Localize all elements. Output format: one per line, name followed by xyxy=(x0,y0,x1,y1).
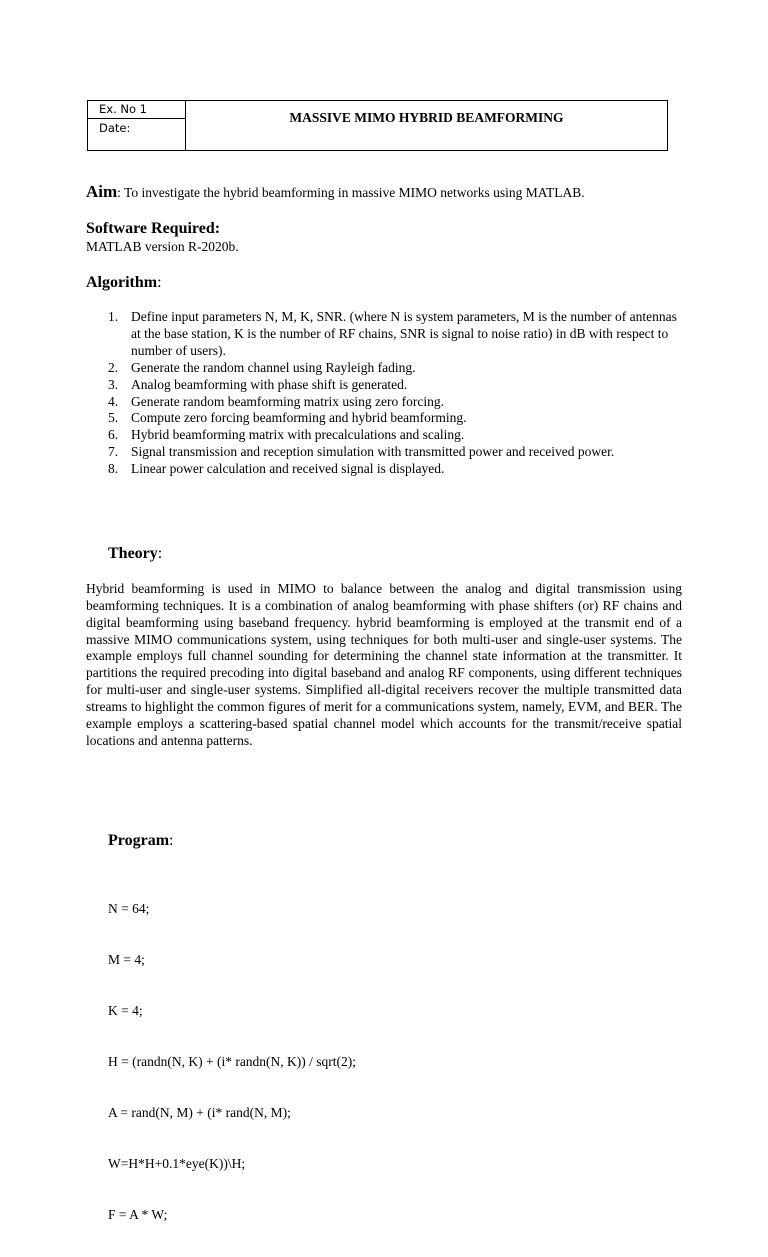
step-number: 1. xyxy=(108,309,119,324)
program-heading-label: Program xyxy=(108,832,170,849)
step-number: 5. xyxy=(108,410,119,426)
program-heading: Program: xyxy=(108,832,174,849)
algorithm-step xyxy=(86,427,686,444)
step-text: Compute zero forcing beamforming and hybrid beamforming. xyxy=(131,410,467,426)
step-text: Linear power calculation and received signal is displayed. xyxy=(131,461,445,477)
exercise-number: Ex. No 1 xyxy=(88,101,185,119)
step-text: Analog beamforming with phase shift is generated. xyxy=(131,376,408,392)
theory-heading: Theory: xyxy=(108,545,163,562)
algorithm-step xyxy=(86,394,686,411)
algorithm-heading: Algorithm: xyxy=(86,274,162,291)
software-text: MATLAB version R-2020b. xyxy=(86,239,239,254)
algorithm-steps-list xyxy=(86,309,686,478)
algorithm-heading-label: Algorithm xyxy=(86,274,158,291)
step-number: 4. xyxy=(108,393,119,409)
step-number: 3. xyxy=(108,376,119,392)
code-line: W=H*H+0.1*eye(K))\H; xyxy=(108,1156,246,1171)
date-label: Date: xyxy=(99,121,131,135)
exercise-header-table xyxy=(87,100,668,151)
algorithm-step xyxy=(86,461,686,478)
algorithm-step xyxy=(86,410,686,427)
code-line: K = 4; xyxy=(108,1003,143,1018)
step-text: Generate the random channel using Rayleigh fading. xyxy=(131,359,416,375)
code-line: H = (randn(N, K) + (i* randn(N, K)) / sqrt(2); xyxy=(108,1054,357,1069)
code-line: F = A * W; xyxy=(108,1207,168,1222)
program-code xyxy=(108,866,356,1257)
code-line: A = rand(N, M) + (i* rand(N, M); xyxy=(108,1105,291,1120)
theory-heading-label: Theory xyxy=(108,545,158,562)
step-text: Signal transmission and reception simulation with transmitted power and received power. xyxy=(131,444,615,460)
code-line: M = 4; xyxy=(108,952,145,967)
exercise-title: MASSIVE MIMO HYBRID BEAMFORMING xyxy=(289,110,564,125)
step-text: Hybrid beamforming matrix with precalculations and scaling. xyxy=(131,427,465,443)
step-number: 2. xyxy=(108,359,119,375)
algorithm-step xyxy=(86,377,686,394)
step-number: 7. xyxy=(108,444,119,460)
step-number: 8. xyxy=(108,461,119,477)
aim-text: : To investigate the hybrid beamforming in massive MIMO networks using MATLAB. xyxy=(117,185,585,200)
code-line: N = 64; xyxy=(108,901,150,916)
header-left-column xyxy=(88,101,186,150)
software-heading: Software Required: xyxy=(86,220,221,237)
aim-label: Aim xyxy=(86,182,118,201)
aim-section xyxy=(86,181,585,204)
algorithm-step xyxy=(86,309,686,360)
step-text: Define input parameters N, M, K, SNR. (where N is system parameters, M is the number of antennas at the base station, K is the number of RF chains, SNR is signal to noise ratio) in dB with respect to number of users). xyxy=(131,309,677,358)
algorithm-step xyxy=(86,360,686,377)
step-number: 6. xyxy=(108,427,119,443)
theory-paragraph: Hybrid beamforming is used in MIMO to balance between the analog and digital transmission using beamforming techniques. It is a combination of analog beamforming with phase shifters (or) RF chains and digital beamforming using baseband frequency. hybrid beamforming is employed at the transmit end of a massive MIMO communications system, using techniques for both multi-user and single-user systems. The example employs full channel sounding for determining the channel state information at the transmitter. It partitions the required precoding into digital baseband and analog RF components, using different techniques for multi-user and single-user systems. Simplified all-digital receivers recover the multiple transmitted data streams to highlight the common figures of merit for a communications system, namely, EVM, and BER. The example employs a scattering-based spatial channel model which accounts for the transmit/receive spatial locations and antenna patterns. xyxy=(86,581,682,748)
algorithm-step xyxy=(86,444,686,461)
step-text: Generate random beamforming matrix using zero forcing. xyxy=(131,393,445,409)
